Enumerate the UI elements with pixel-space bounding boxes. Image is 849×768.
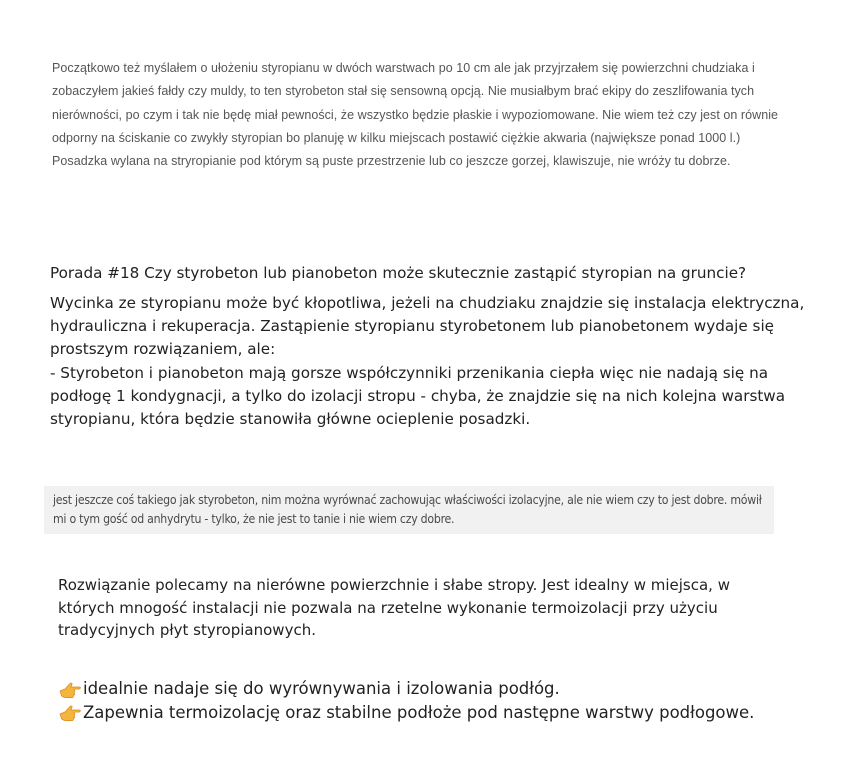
list-item-text: Zapewnia termoizolację oraz stabilne podłoże pod następne warstwy podłogowe.: [83, 702, 755, 722]
benefit-list: [58, 677, 818, 724]
comment-box: [44, 486, 774, 534]
tip-heading: Porada #18 Czy styrobeton lub pianobeton może skutecznie zastąpić styropian na gruncie?: [50, 264, 747, 282]
quoted-paragraph-text: Początkowo też myślałem o ułożeniu styropianu w dwóch warstwach po 10 cm ale jak przyjrzałem się powierzchni chudziaka i zobaczyłem jakieś fałdy czy muldy, to ten styrobeton stał się sensowną opcją. Nie musiałbym brać ekipy do zeszlifowania tych nierówności, po czym i tak nie będę miał pewności, że wszystko będzie płaskie i wypoziomowane. Nie wiem też czy jest on równie odporny na ściskanie co zwykły styropian bo planuję w kilku miejscach postawić ciężkie akwaria (największe ponad 1000 l.) Posadzka wylana na stryropianie pod którym są puste przestrzenie lub co jeszcze gorzej, klawiszuje, nie wróży tu dobrze.: [52, 61, 779, 169]
comment-text: jest jeszcze coś takiego jak styrobeton, nim można wyrównać zachowując właściwości izolacyjne, ale nie wiem czy to jest dobre. mówił mi o tym gość od anhydrytu - tylko, że nie jest to tanie i nie wiem czy dobre.: [53, 493, 762, 526]
tip-section: [50, 263, 810, 431]
list-item-text: idealnie nadaje się do wyrównywania i izolowania podłóg.: [83, 679, 560, 698]
tip-paragraph: Wycinka ze styropianu może być kłopotliwa, jeżeli na chudziaku znajdzie się instalacja elektryczna, hydrauliczna i rekuperacja. Zastąpienie styropianu styrobetonem lub pianobetonem wydaje się prostszym rozwiązaniem, ale:: [50, 294, 805, 359]
recommendation-section: [58, 574, 788, 642]
quoted-paragraph: [52, 57, 792, 173]
pointing-hand-icon: [58, 679, 82, 699]
pointing-hand-icon: [58, 702, 82, 722]
list-item: [58, 677, 818, 701]
tip-point: - Styrobeton i pianobeton mają gorsze współczynniki przenikania ciepła więc nie nadają się na podłogę 1 kondygnacji, a tylko do izolacji stropu - chyba, że znajdzie się na nich kolejna warstwa styropianu, która będzie stanowiła główne ocieplenie posadzki.: [50, 363, 786, 429]
list-item: [58, 701, 818, 725]
recommendation-text: Rozwiązanie polecamy na nierówne powierzchnie i słabe stropy. Jest idealny w miejsca, w których mnogość instalacji nie pozwala na rzetelne wykonanie termoizolacji przy użyciu tradycyjnych płyt styropianowych.: [58, 576, 730, 639]
